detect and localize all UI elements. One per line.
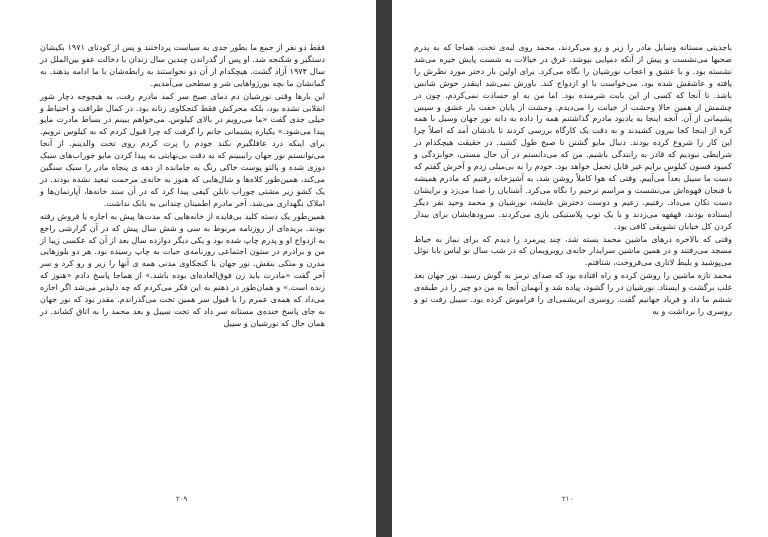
left-page xyxy=(0,0,376,537)
right-page xyxy=(392,0,768,537)
paragraph: باجدیتی مستانه وسایل مادر را زیر و رو می‌کردند، محمد روی لبه‌ی تخت، هماجا که به پدرم صحبها می‌نشست و پیش از آنکه دمپایی بپوشد، غرق در خیالات به شست پایش خیره می‌شد نشسته بود. و با عشق و اعجاب نورشیان را نگاه می‌کرد. برای اولین بار دختر مورد نظرش را یافته و عاشقش شده بود. می‌خواست با او ازدواج کند. باورش نمی‌شد اینقدر خوش شانس باشد. تا آنجا که کسی از این بابت شرمنده بود. اما من به او حسادت نمی‌کردم، چون در چشمش از همین حالا وحشت از خیانت را می‌دیدم. وحشت از پایان خفت بار عشق و سپس پشیمانی از آن. آنجه اینجا به یادبود مادرم گذاشتنم همه را داده به دانه نور جهان وسیل با همه کره از اینجا کجا بیرون کشیدند و به دقت یک کارگاه بررسی کردند تا بادشان آمد که اصلاً چرا این کار را شروع کرده بودند. دنبال مایو گشتن تا صبح طول کشید. در حقیقت هیچکدام در شرایطی نبودیم که قادر به رانندگی باشیم. من که می‌دانستم در آن حال مستی، خوابزدگی و کمبود فسون کیلوس برایم غیر قابل تحمل خواهد بود. خودم را به بی‌میلی زدم و آخرش گفتم که دست ما سیبل بعداً می‌آییم. وقتی که هوا کاملاً روشن شد، به آشپزخانه رفتیم که مادرم همیشه با فنجان قهوه‌اش می‌نشست و مراسم ترحیم را نگاه می‌کرد. آشنایان را صدا می‌زد و برایشان دست تکان می‌داد. رفتیم. زعیم و دوست دخترش عایشه، نورشیان و محمد وحید نفر دیگر ایستاده بودند، قهقهه می‌زدند و با یک توپ پلاستیکی بازی می‌کردند. سرودهایشان برای بیدار کردن کل خیابان تشویقی کافی بود. xyxy=(414,42,732,231)
paragraph: همین‌طور یک دسته کلید بی‌فایده از خانه‌هایی که مدت‌ها پیش به اجاره یا فروش رفته بودند. بریده‌ای از روزنامه مربوط به سی و شش سال پیش که در آن گزارشی راجع به ازدواج او و پدرم چاپ شده بود و یکی دیگر دوازده سال بعد از آن که عکسی زیبا از من و برادرم در ستون اجتماعی روزنامه‌ی حیات به چاپ رسیده بود. هر دو بلوزهایی مدرن و متکی بنفش. نور جهان با کنجکاوی مدنی همه ی آنها را زیر و رو کرد و سر آخر گفت «مادرت باید زن فوق‌العاده‌ای بوده باشد.» از هماجا پاسخ دادم «هنوز که زنده است.» و همان‌طور در ذهنم به این فکر می‌کردم که چه دلپذیر می‌شد اگر اجازه می‌داد که همه‌ی عمرم را با قبول سر همین تخت می‌گذراندم. مقدر بود که نور جهان به جای پاسخ خنده‌ی مستانه سر داد که تحت سیبل و بعد محمد را به اتاق کشاند. در همان حال که نورشیان و سیبل xyxy=(40,210,325,328)
paragraph: محمد تازه ماشین را روشن کرده و راه افتاده بود که صدای ترمز به گوش رسید. نور جهان بعد غلب برگشت و ایستاد. نورشیان در را گشود، پیاده شد و آنهمان آنجا به من دو چیز را در طبقه‌ی ششم ما داد و فریاد جهانیم گفت. روسری ابریشمی‌ای را فراموش کرده بود. سیبل رفت تو و روسری را برداشت و به xyxy=(414,270,732,316)
page-number: ۲۰۹ xyxy=(176,495,188,503)
book-gutter xyxy=(376,0,392,537)
page-number: ۲۱۰ xyxy=(562,495,574,503)
right-page-text xyxy=(414,42,732,319)
paragraph: وقتی که بالاخره درهای ماشین محمد بسته شد، چند پیرمرد را دیدم که برای نماز به خیاط مسجد می‌رفتند و در همین ماشین سرایدار خانه‌ی روبرویمان که در شب سال نو لباس بابا نوئل می‌پوشید و بلیط لاتاری می‌فروخت، شتافتم. xyxy=(414,233,732,268)
paragraph: این بارها وقتی نورشیان دم دمای صبح سر کمد مادرم رفت، به هیچوجه دچار شور انقلابی نشده بود، بلکه محرکش فقط کنجکاوی زنانه بود. در کمال ظرافت و احتیاط و خیلی جدی گفت «ما می‌رویم در بالای کیلوس. می‌خواهم ببینم در بساط مادرت مایو پیدا می‌شود.» یکباره پشیمانی جانم را گرفت که چرا قبول کردم که به کیلوس نرویم. برای اینکه درد غافلگیرم نکند خودم را پرت کردم روی تخت والدینم. از آنجا می‌توانستم نور جهان رابببینم که به دقت بی‌نهایتی به پیدا کردن مایو جوراب‌های سبک دوزی شده و پالتو پوست خاکی رنگ به جامانده از دهه ی پنجاه مادر را سبک سنگین می‌کند، همین‌طور کلاه‌ها و شال‌هایی که هنوز به خانه‌ی مرحمت تبعید نشده بودند. در یک کشو زیر مشتی جوراب نایلن کیفی پیدا کرد که در آن سند خانه‌ها، آپارتمان‌ها و املاک نگهداری می‌شد. آخر مادرم اطمینان چندانی به بانک نداشت. xyxy=(40,90,325,208)
paragraph: فقط دو نفر از جمع ما بطور جدی به سیاست پرداختند و پس از کودتای ۱۹۷۱ بکیشان دستگیر و شکنجه شد. او پس از گذراندن چندین سال زندان با دخالت عفو بین‌الملل در سال ۱۹۷۴ آزاد گشت. هیچکدام از آن دو نخواستند به رابطه‌شان با ما ادامه بدهند. به گمانشان ما بچه بورژواهایی شر و سطحی می‌آمدیم. xyxy=(40,42,325,88)
left-page-text xyxy=(40,42,325,331)
